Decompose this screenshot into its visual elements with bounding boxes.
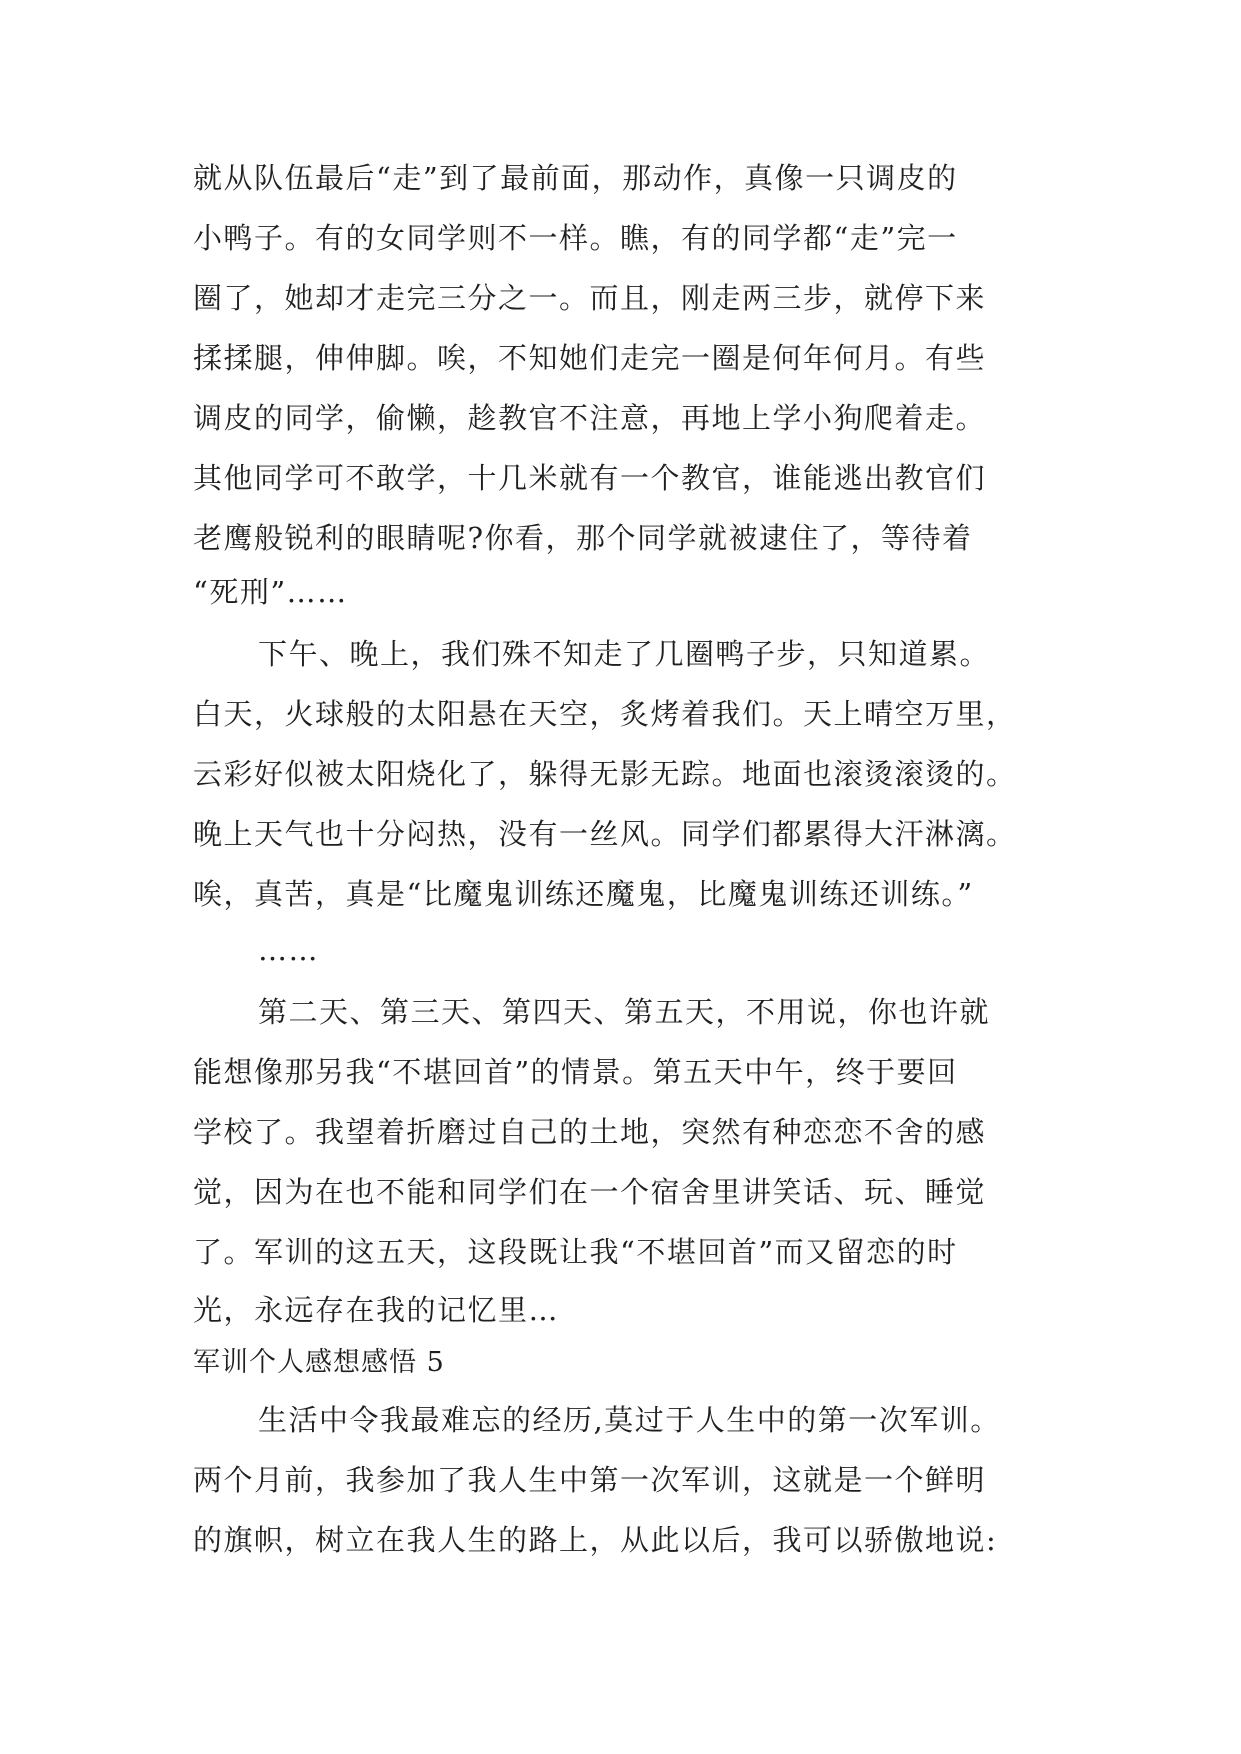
paragraph-line: 唉，真苦，真是“比魔鬼训练还魔鬼，比魔鬼训练还训练。”: [193, 877, 974, 911]
paragraph-line: 揉揉腿，伸伸脚。唉，不知她们走完一圈是何年何月。有些: [193, 341, 987, 375]
paragraph-line: 就从队伍最后“走”到了最前面，那动作，真像一只调皮的: [193, 161, 958, 195]
paragraph-line: 能想像那另我“不堪回首”的情景。第五天中午，终于要回: [193, 1055, 958, 1089]
paragraph-line: 光，永远存在我的记忆里…: [193, 1293, 560, 1327]
paragraph-line: 圈了，她却才走完三分之一。而且，刚走两三步，就停下来: [193, 281, 987, 315]
ellipsis-line: ……: [258, 933, 319, 967]
paragraph-line: 学校了。我望着折磨过自己的土地，突然有种恋恋不舍的感: [193, 1115, 987, 1149]
paragraph-line: 生活中令我最难忘的经历,莫过于人生中的第一次军训。: [258, 1403, 1001, 1437]
paragraph-line: 下午、晚上，我们殊不知走了几圈鸭子步，只知道累。: [258, 637, 991, 671]
paragraph-line: 两个月前，我参加了我人生中第一次军训，这就是一个鲜明: [193, 1463, 987, 1497]
section-heading: 军训个人感想感悟 5: [193, 1347, 445, 1378]
paragraph-line: 了。军训的这五天，这段既让我“不堪回首”而又留恋的时: [193, 1235, 958, 1269]
paragraph-line: 晚上天气也十分闷热，没有一丝风。同学们都累得大汗淋漓。: [193, 817, 1017, 851]
paragraph-line: 老鹰般锐利的眼睛呢?你看，那个同学就被逮住了，等待着: [193, 521, 973, 555]
paragraph-line: 白天，火球般的太阳悬在天空，炙烤着我们。天上晴空万里，: [193, 697, 1017, 731]
paragraph-line: 调皮的同学，偷懒，趁教官不注意，再地上学小狗爬着走。: [193, 401, 987, 435]
paragraph-line: 觉，因为在也不能和同学们在一个宿舍里讲笑话、玩、睡觉: [193, 1175, 987, 1209]
paragraph-line: “死刑”……: [193, 575, 348, 609]
paragraph-line: 云彩好似被太阳烧化了，躲得无影无踪。地面也滚烫滚烫的。: [193, 757, 1017, 791]
paragraph-line: 其他同学可不敢学，十几米就有一个教官，谁能逃出教官们: [193, 461, 987, 495]
paragraph-line: 的旗帜，树立在我人生的路上，从此以后，我可以骄傲地说:: [193, 1523, 998, 1557]
paragraph-line: 小鸭子。有的女同学则不一样。瞧，有的同学都“走”完一: [193, 221, 958, 255]
paragraph-line: 第二天、第三天、第四天、第五天，不用说，你也许就: [258, 995, 991, 1029]
